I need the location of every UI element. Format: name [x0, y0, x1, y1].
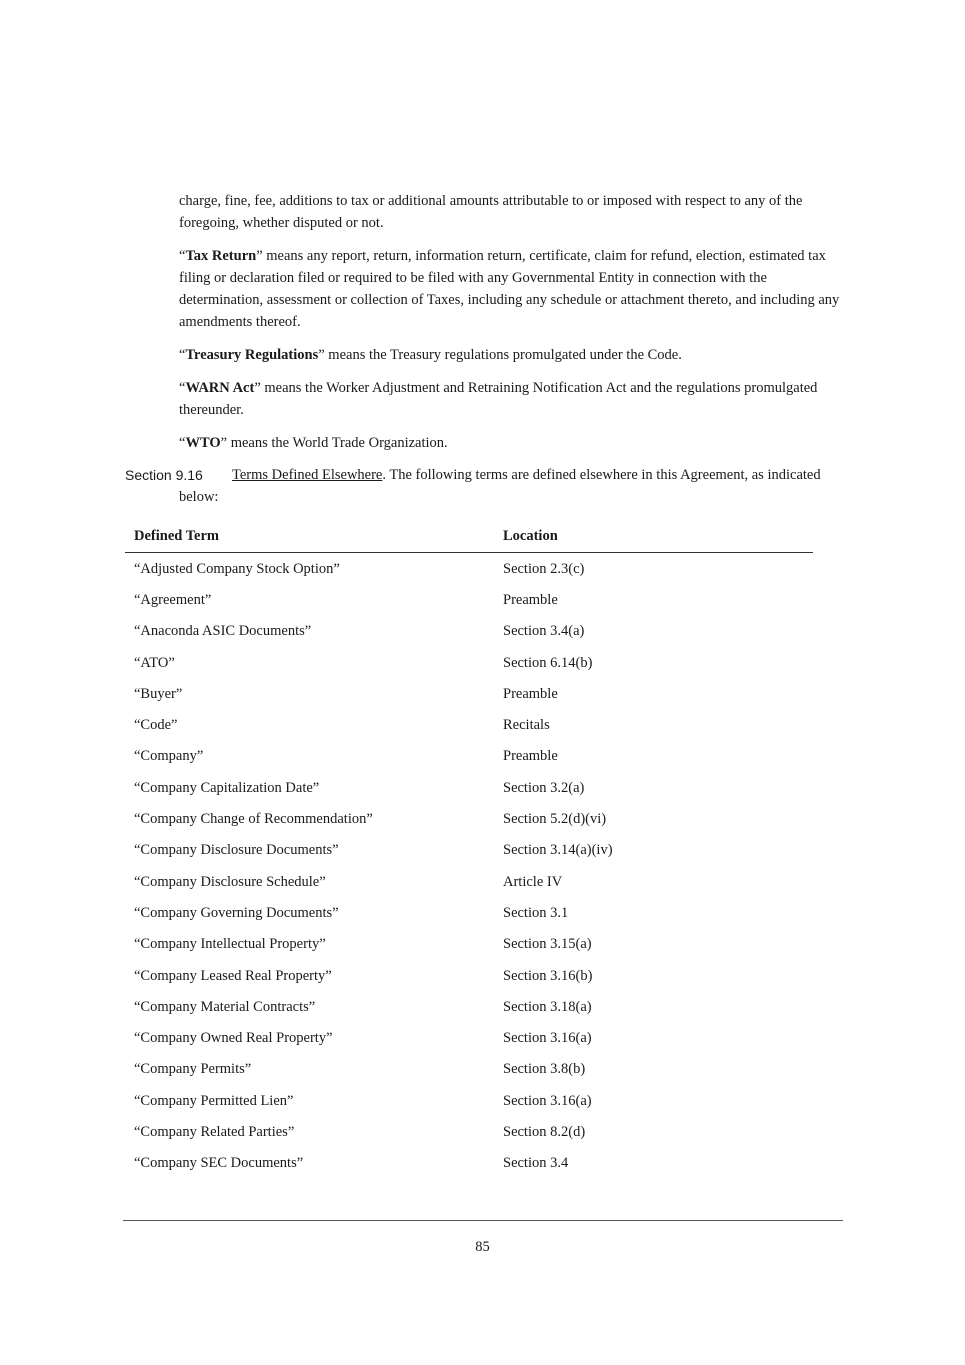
paragraph-text: charge, fine, fee, additions to tax or additional amounts attributable to or imposed with respect to any of the foregoing, whether disputed or not. [179, 193, 803, 231]
table-row [125, 960, 813, 991]
location-cell: Section 3.16(a) [503, 1030, 592, 1047]
table-row [125, 1085, 813, 1116]
term-cell: “Code” [134, 717, 178, 734]
location-cell: Section 3.16(b) [503, 967, 593, 984]
term-cell: “Company Intellectual Property” [134, 936, 326, 953]
section-text: . The following terms are defined elsewhere in this Agreement, as indicated below: [179, 467, 821, 505]
section-number: Section 9.16 [125, 467, 203, 483]
definition-text: ” means the Worker Adjustment and Retraining Notification Act and the regulations promulgated thereunder. [179, 380, 818, 418]
table-row [125, 1116, 813, 1147]
table-row [125, 647, 813, 678]
table-header-row [125, 523, 813, 553]
location-cell: Section 8.2(d) [503, 1123, 586, 1140]
defined-term: Tax Return [185, 248, 257, 264]
term-cell: “Company Capitalization Date” [134, 779, 320, 796]
term-cell: “Company” [134, 748, 204, 765]
table-row [125, 1148, 813, 1179]
defined-term: Treasury Regulations [185, 347, 319, 363]
term-cell: “Adjusted Company Stock Option” [134, 560, 340, 577]
location-cell: Section 2.3(c) [503, 560, 585, 577]
location-cell: Preamble [503, 591, 558, 608]
open-quote: “ [179, 435, 186, 451]
location-cell: Recitals [503, 717, 550, 734]
definition-treasury-regulations [179, 344, 844, 366]
term-cell: “Company Change of Recommendation” [134, 811, 373, 828]
location-cell: Article IV [503, 873, 563, 890]
term-cell: “Company Leased Real Property” [134, 967, 332, 984]
location-cell: Preamble [503, 748, 558, 765]
location-cell: Section 3.4(a) [503, 623, 585, 640]
term-cell: “Company Governing Documents” [134, 904, 339, 921]
table-row [125, 584, 813, 615]
term-cell: “Company Related Parties” [134, 1123, 295, 1140]
term-cell: “Company Permitted Lien” [134, 1092, 294, 1109]
term-cell: “Anaconda ASIC Documents” [134, 623, 312, 640]
table-row [125, 741, 813, 772]
table-row [125, 678, 813, 709]
defined-term: WARN Act [185, 380, 255, 396]
open-quote: “ [179, 380, 186, 396]
term-cell: “ATO” [134, 654, 175, 671]
paragraph-tax-continuation [179, 190, 844, 234]
footer-divider [123, 1220, 843, 1221]
location-cell: Section 3.2(a) [503, 779, 585, 796]
table-row [125, 866, 813, 897]
location-cell: Section 3.16(a) [503, 1092, 592, 1109]
term-cell: “Agreement” [134, 591, 212, 608]
term-cell: “Company Permits” [134, 1061, 252, 1078]
table-row [125, 709, 813, 740]
term-cell: “Company Disclosure Documents” [134, 842, 339, 859]
page-number: 85 [475, 1239, 490, 1255]
location-cell: Section 3.15(a) [503, 936, 592, 953]
section-9-16 [125, 464, 845, 508]
definition-tax-return [179, 245, 844, 333]
location-cell: Section 3.4 [503, 1155, 569, 1172]
open-quote: “ [179, 347, 186, 363]
open-quote: “ [179, 248, 186, 264]
table-row [125, 1054, 813, 1085]
location-cell: Preamble [503, 685, 558, 702]
term-cell: “Buyer” [134, 685, 183, 702]
table-row [125, 553, 813, 585]
table-row [125, 772, 813, 803]
table-row [125, 897, 813, 928]
term-cell: “Company Material Contracts” [134, 998, 316, 1015]
location-cell: Section 3.1 [503, 904, 569, 921]
definition-text: ” means any report, return, information return, certificate, claim for refund, election, estimated tax filing or declaration filed or required to be filed with any Governmental Entity in connection with the determination, assessment or collection of Taxes, including any schedule or attachment thereto, and including any amendments thereof. [179, 248, 840, 330]
definition-wto [179, 432, 844, 454]
table-row [125, 835, 813, 866]
table-row [125, 1022, 813, 1053]
definition-warn-act [179, 377, 844, 421]
term-cell: “Company Owned Real Property” [134, 1030, 333, 1047]
location-cell: Section 3.8(b) [503, 1061, 586, 1078]
defined-terms-table [125, 523, 813, 1179]
column-header-location: Location [494, 523, 813, 553]
table-row [125, 616, 813, 647]
document-body [179, 190, 844, 465]
location-cell: Section 6.14(b) [503, 654, 593, 671]
section-title: Terms Defined Elsewhere [232, 467, 383, 483]
location-cell: Section 3.14(a)(iv) [503, 842, 613, 859]
location-cell: Section 5.2(d)(vi) [503, 811, 607, 828]
term-cell: “Company SEC Documents” [134, 1155, 304, 1172]
location-cell: Section 3.18(a) [503, 998, 592, 1015]
table-row [125, 929, 813, 960]
definition-text: ” means the World Trade Organization. [220, 435, 448, 451]
definition-text: ” means the Treasury regulations promulgated under the Code. [318, 347, 682, 363]
table-row [125, 991, 813, 1022]
column-header-defined-term: Defined Term [125, 523, 494, 553]
term-cell: “Company Disclosure Schedule” [134, 873, 326, 890]
defined-term: WTO [185, 435, 221, 451]
section-body [179, 464, 844, 508]
table-row [125, 803, 813, 834]
